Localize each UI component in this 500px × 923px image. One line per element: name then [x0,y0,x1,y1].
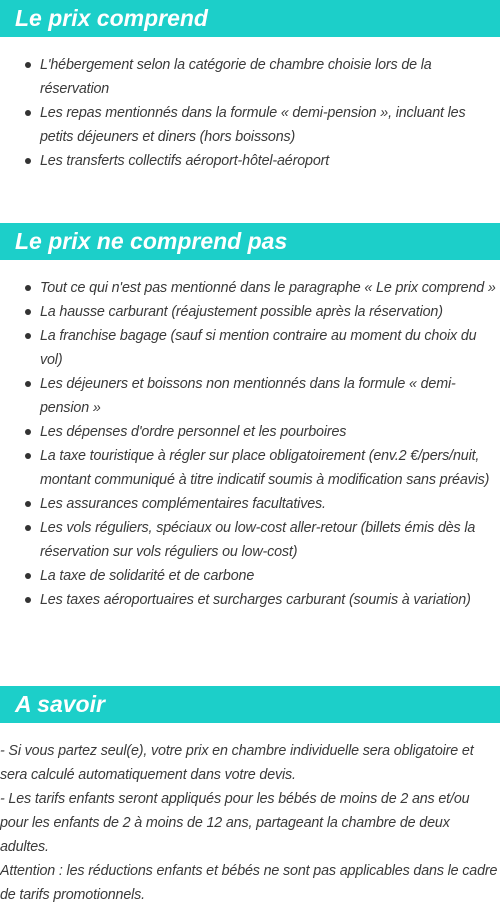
bullet-icon [25,597,31,603]
price-excludes-list [0,276,500,612]
list-item: Les repas mentionnés dans la formule « demi-pension », incluant les petits déjeuners et diners (hors boissons) [0,101,500,149]
list-item: Les transferts collectifs aéroport-hôtel-aéroport [0,149,500,173]
section-title-price-includes: Le prix comprend [0,0,500,37]
section-title-good-to-know: A savoir [0,686,500,723]
bullet-icon [25,381,31,387]
bullet-icon [25,62,31,68]
section-price-includes [0,0,500,173]
list-item: Les vols réguliers, spéciaux ou low-cost aller-retour (billets émis dès la réservation sur vols réguliers ou low-cost) [0,516,500,564]
bullet-icon [25,525,31,531]
section-price-excludes [0,223,500,612]
list-item: La taxe de solidarité et de carbone [0,564,500,588]
good-to-know-text [0,739,500,907]
price-includes-list [0,53,500,173]
info-paragraph: - Les tarifs enfants seront appliqués pour les bébés de moins de 2 ans et/ou pour les enfants de 2 à moins de 12 ans, partageant la chambre de deux adultes. [0,791,470,855]
list-item: La taxe touristique à régler sur place obligatoirement (env.2 €/pers/nuit, montant communiqué à titre indicatif soumis à modification sans préavis) [0,444,500,492]
info-paragraph: - Si vous partez seul(e), votre prix en chambre individuelle sera obligatoire et sera calculé automatiquement dans votre devis. [0,743,474,783]
list-item: Tout ce qui n'est pas mentionné dans le paragraphe « Le prix comprend » [0,276,500,300]
list-item: La franchise bagage (sauf si mention contraire au moment du choix du vol) [0,324,500,372]
list-item: Les taxes aéroportuaires et surcharges carburant (soumis à variation) [0,588,500,612]
list-item: Les dépenses d'ordre personnel et les pourboires [0,420,500,444]
list-item: Les assurances complémentaires facultatives. [0,492,500,516]
list-item: L'hébergement selon la catégorie de chambre choisie lors de la réservation [0,53,500,101]
bullet-icon [25,501,31,507]
bullet-icon [25,158,31,164]
list-item: Les déjeuners et boissons non mentionnés dans la formule « demi-pension » [0,372,500,420]
bullet-icon [25,333,31,339]
bullet-icon [25,453,31,459]
info-paragraph: Attention : les réductions enfants et bébés ne sont pas applicables dans le cadre de tarifs promotionnels. [0,863,498,903]
list-item: La hausse carburant (réajustement possible après la réservation) [0,300,500,324]
bullet-icon [25,285,31,291]
bullet-icon [25,309,31,315]
bullet-icon [25,573,31,579]
bullet-icon [25,429,31,435]
section-title-price-excludes: Le prix ne comprend pas [0,223,500,260]
section-good-to-know [0,686,500,907]
bullet-icon [25,110,31,116]
